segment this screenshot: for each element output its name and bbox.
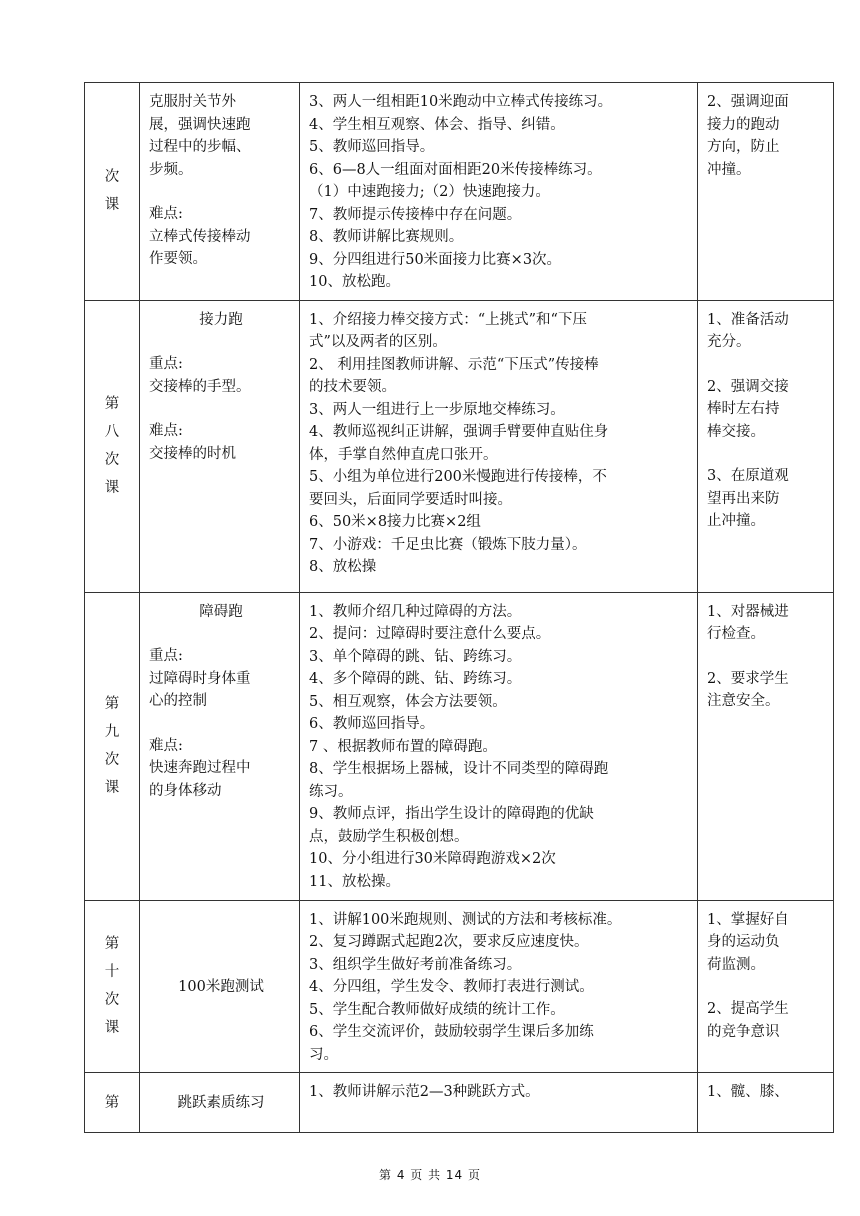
key-point-line: 过程中的步幅、: [149, 139, 251, 155]
content-line: 1、讲解100米跑规则、测试的方法和考核标准。: [309, 911, 622, 928]
note-line: 方向，防止: [707, 139, 780, 155]
content-line: 8、学生根据场上器械，设计不同类型的障碍跑: [309, 761, 609, 777]
lesson-title: 障碍跑: [199, 603, 243, 620]
note-line: 身的运动负: [707, 934, 780, 950]
note-line: 2、强调迎面: [707, 94, 789, 110]
content-line: 3、两人一组进行上一步原地交棒练习。: [309, 401, 565, 418]
lesson-number: 第八次课: [104, 396, 120, 496]
note-line: [707, 443, 827, 465]
lesson-row: [85, 83, 834, 301]
key-point-line: 交接棒的手型。: [149, 378, 251, 395]
note-line: 1、准备活动: [707, 311, 789, 328]
lesson-number: 第十次课: [104, 936, 120, 1037]
lesson-number-cell: [85, 1073, 140, 1133]
lesson-content-cell: [300, 300, 698, 592]
content-line: 4、多个障碍的跳、钻、跨练习。: [309, 671, 522, 687]
content-line: 2、 利用挂图教师讲解、示范“下压式”传接棒: [309, 356, 599, 373]
key-point-line: [149, 181, 293, 203]
lesson-notes-cell: [698, 83, 834, 301]
content-line: 10、分小组进行30米障碍跑游戏×2次: [309, 851, 556, 867]
lesson-number-cell: [85, 592, 140, 900]
note-line: [707, 646, 827, 668]
content-line: （1）中速跑接力;（2）快速跑接力。: [309, 184, 550, 200]
content-line: 6、6—8人一组面对面相距20米传接棒练习。: [309, 161, 602, 178]
content-line: 点，鼓励学生积极创想。: [309, 828, 469, 845]
lesson-topic-cell: [140, 83, 300, 301]
lesson-row: [85, 592, 834, 900]
note-line: 2、要求学生: [707, 670, 789, 687]
lesson-topic-cell: [140, 300, 300, 592]
key-point-line: 难点:: [149, 206, 183, 222]
lesson-title: 接力跑: [199, 311, 243, 328]
page-footer: 第 4 页 共 14 页: [379, 1168, 481, 1182]
lesson-row: [85, 900, 834, 1073]
content-line: 2、复习蹲踞式起跑2次，要求反应速度快。: [309, 934, 589, 950]
content-line: 的技术要领。: [309, 379, 396, 395]
key-point-line: 心的控制: [149, 693, 207, 709]
content-line: 3、单个障碍的跳、钻、跨练习。: [309, 648, 522, 665]
lesson-content-cell: [300, 83, 698, 301]
note-line: 1、对器械进: [707, 603, 789, 620]
note-line: 冲撞。: [707, 161, 751, 178]
note-line: [707, 354, 827, 376]
note-line: 接力的跑动: [707, 116, 780, 133]
note-line: 行检查。: [707, 626, 765, 642]
note-line: 望再出来防: [707, 490, 780, 507]
content-line: 4、分四组，学生发令、教师打表进行测试。: [309, 979, 594, 995]
content-line: 7、小游戏：千足虫比赛（锻炼下肢力量）。: [309, 536, 587, 553]
content-line: 要回头，后面同学要适时叫接。: [309, 491, 512, 508]
note-line: 荷监测。: [707, 956, 765, 973]
lesson-notes-cell: [698, 900, 834, 1073]
key-point-line: 重点:: [149, 648, 183, 664]
note-line: 止冲撞。: [707, 513, 765, 529]
content-line: 11、放松操。: [309, 873, 400, 890]
lesson-topic-cell: [140, 592, 300, 900]
content-line: 5、相互观察，体会方法要领。: [309, 693, 507, 710]
content-line: 2、提问：过障碍时要注意什么要点。: [309, 626, 551, 642]
lesson-number-cell: [85, 900, 140, 1073]
lesson-notes-cell: [698, 1073, 834, 1133]
content-line: 6、学生交流评价，鼓励较弱学生课后多加练: [309, 1024, 594, 1040]
content-line: 7 、根据教师布置的障碍跑。: [309, 738, 497, 755]
key-point-line: 重点:: [149, 356, 183, 372]
lesson-plan-table: [84, 82, 834, 1133]
lesson-number: 次课: [104, 169, 120, 214]
content-line: 1、介绍接力棒交接方式：“上挑式”和“下压: [309, 311, 587, 328]
content-line: 4、学生相互观察、体会、指导、纠错。: [309, 116, 565, 133]
lesson-number: 第: [104, 1094, 120, 1111]
note-line: 1、掌握好自: [707, 911, 789, 928]
key-point-line: 展，强调快速跑: [149, 116, 251, 133]
lesson-number: 第九次课: [104, 696, 120, 796]
note-line: 充分。: [707, 334, 751, 350]
content-line: 4、教师巡视纠正讲解，强调手臂要伸直贴住身: [309, 424, 609, 440]
lesson-notes-cell: [698, 592, 834, 900]
content-line: 6、50米×8接力比赛×2组: [309, 514, 481, 530]
key-point-line: 难点:: [149, 737, 183, 754]
lesson-title: 100米跑测试: [178, 979, 264, 995]
note-line: 棒交接。: [707, 423, 765, 440]
lesson-number-cell: [85, 300, 140, 592]
content-line: 3、组织学生做好考前准备练习。: [309, 956, 522, 973]
lesson-title: 跳跃素质练习: [177, 1095, 265, 1112]
content-line: 练习。: [309, 783, 353, 800]
note-line: 1、髋、膝、: [707, 1084, 789, 1100]
content-line: 3、两人一组相距10米跑动中立棒式传接练习。: [309, 94, 613, 110]
lesson-notes-cell: [698, 300, 834, 592]
key-point-line: 的身体移动: [149, 782, 222, 799]
content-line: 5、学生配合教师做好成绩的统计工作。: [309, 1001, 565, 1018]
lesson-content-cell: [300, 592, 698, 900]
note-line: 棒时左右持: [707, 401, 780, 417]
content-line: 8、放松操: [309, 559, 377, 575]
key-point-line: 立棒式传接棒动: [149, 228, 251, 245]
key-point-line: 步频。: [149, 161, 193, 178]
lesson-content-cell: [300, 900, 698, 1073]
lesson-topic-cell: [140, 1073, 300, 1133]
content-line: 5、教师巡回指导。: [309, 139, 435, 155]
key-point-line: 难点:: [149, 423, 183, 439]
content-line: 7、教师提示传接棒中存在问题。: [309, 206, 522, 223]
note-line: 的竞争意识: [707, 1023, 780, 1040]
lesson-number-cell: [85, 83, 140, 301]
content-line: 6、教师巡回指导。: [309, 716, 435, 732]
content-line: 9、教师点评，指出学生设计的障碍跑的优缺: [309, 806, 594, 822]
note-line: 2、提高学生: [707, 1001, 789, 1017]
lesson-content-cell: [300, 1073, 698, 1133]
content-line: 1、教师讲解示范2—3种跳跃方式。: [309, 1084, 540, 1100]
content-line: 式”以及两者的区别。: [309, 334, 447, 350]
key-point-line: [149, 713, 293, 735]
content-line: 8、教师讲解比赛规则。: [309, 229, 464, 245]
key-point-line: 交接棒的时机: [149, 445, 236, 462]
note-line: [707, 976, 827, 998]
lesson-topic-cell: [140, 900, 300, 1073]
content-line: 体，手掌自然伸直虎口张开。: [309, 446, 498, 463]
key-point-line: 克服肘关节外: [149, 94, 236, 110]
lesson-row: [85, 300, 834, 592]
key-point-line: 作要领。: [149, 251, 207, 267]
key-point-line: [149, 398, 293, 420]
content-line: 习。: [309, 1046, 338, 1063]
key-point-line: 过障碍时身体重: [149, 670, 251, 687]
content-line: 9、分四组进行50米面接力比赛×3次。: [309, 251, 562, 268]
note-line: 注意安全。: [707, 693, 780, 709]
key-point-line: 快速奔跑过程中: [149, 760, 251, 776]
content-line: 5、小组为单位进行200米慢跑进行传接棒，不: [309, 469, 607, 485]
content-line: 1、教师介绍几种过障碍的方法。: [309, 603, 522, 620]
lesson-row: [85, 1073, 834, 1133]
note-line: 3、在原道观: [707, 468, 789, 484]
note-line: 2、强调交接: [707, 378, 789, 395]
content-line: 10、放松跑。: [309, 274, 400, 290]
